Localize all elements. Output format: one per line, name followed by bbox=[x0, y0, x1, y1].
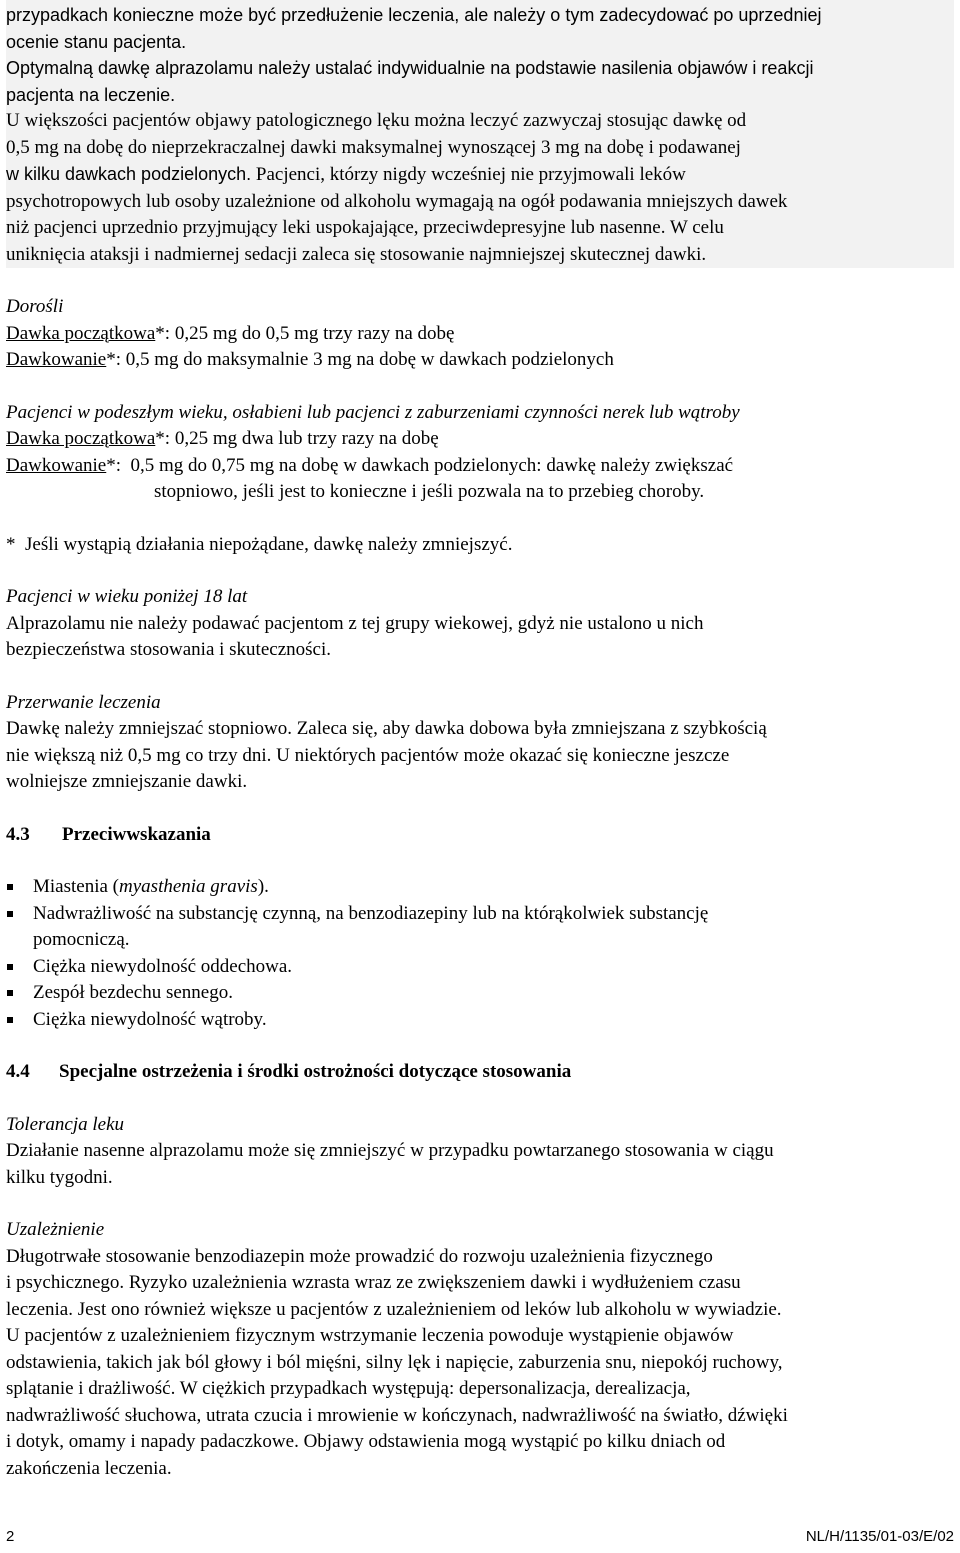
start-dose-text: *: 0,25 mg do 0,5 mg trzy razy na dobę bbox=[155, 322, 455, 344]
shaded-block-1 bbox=[6, 0, 954, 108]
list-item-text bbox=[33, 901, 708, 954]
elderly-dosage-cont: stopniowo, jeśli jest to konieczne i jeśli pozwala na to przebieg choroby. bbox=[154, 481, 705, 502]
spacer bbox=[6, 796, 954, 822]
section-4-4-heading bbox=[6, 1059, 954, 1086]
list-item-text: Zespół bezdechu sennego. bbox=[33, 982, 233, 1003]
dosage-text: *: 0,5 mg do 0,75 mg na dobę w dawkach podzielonych: dawkę należy zwiększać bbox=[106, 454, 734, 476]
adults-start-dose bbox=[6, 321, 954, 348]
shaded-block-2 bbox=[6, 108, 954, 268]
list-item bbox=[6, 954, 954, 981]
document-code: NL/H/1135/01-03/E/02 bbox=[805, 1528, 954, 1545]
text-line: zakończenia leczenia. bbox=[6, 1457, 172, 1479]
spacer bbox=[6, 1086, 954, 1112]
text-line bbox=[6, 215, 954, 242]
contraindications-list bbox=[6, 874, 954, 1033]
text-line: odstawienia, takich jak ból głowy i ból mięśni, silny lęk i napięcie, zaburzenia snu, niepokój ruchowy, bbox=[6, 1351, 783, 1373]
section-4-3-heading bbox=[6, 822, 954, 849]
text-span: ). bbox=[257, 876, 269, 897]
adults-dosage bbox=[6, 347, 954, 374]
text-line: Dawkę należy zmniejszać stopniowo. Zaleca się, aby dawka dobowa była zmniejszana z szybkością bbox=[6, 718, 767, 739]
elderly-start-dose bbox=[6, 426, 954, 453]
text-line: kilku tygodni. bbox=[6, 1166, 113, 1188]
spacer bbox=[6, 558, 954, 584]
text-line: bezpieczeństwa stosowania i skuteczności. bbox=[6, 639, 331, 660]
text-line: Optymalną dawkę alprazolamu należy ustalać indywidualnie na podstawie nasilenia objawów i reakcji bbox=[6, 58, 814, 78]
square-bullet-icon bbox=[6, 901, 33, 954]
section-title: Specjalne ostrzeżenia i środki ostrożności dotyczące stosowania bbox=[59, 1061, 572, 1082]
spacer bbox=[6, 1033, 954, 1059]
document-page bbox=[6, 0, 954, 1482]
text-span: w kilku dawkach podzielonych. bbox=[6, 164, 252, 184]
square-bullet-icon bbox=[6, 874, 33, 901]
text-line: przypadkach konieczne może być przedłużenie leczenia, ale należy o tym zadecydować po uprzedniej bbox=[6, 5, 822, 25]
dosage-label: Dawkowanie bbox=[6, 349, 107, 370]
start-dose-label: Dawka początkowa bbox=[6, 322, 156, 344]
list-item-text: Ciężka niewydolność oddechowa. bbox=[33, 955, 293, 977]
square-bullet-icon bbox=[6, 980, 33, 1007]
text-span: Nadwrażliwość na substancję czynną, na benzodiazepiny lub na którąkolwiek substancję bbox=[33, 902, 709, 924]
text-line: ocenie stanu pacjenta. bbox=[6, 31, 187, 52]
page-footer bbox=[6, 1528, 954, 1545]
page-number: 2 bbox=[6, 1528, 15, 1545]
section-number: 4.4 bbox=[6, 1061, 30, 1082]
spacer bbox=[6, 1191, 954, 1217]
list-item-text: Ciężka niewydolność wątroby. bbox=[33, 1008, 267, 1030]
text-span: pomocniczą. bbox=[33, 929, 130, 950]
text-line: Działanie nasenne alprazolamu może się zmniejszyć w przypadku powtarzanego stosowania w ciągu bbox=[6, 1140, 774, 1161]
section-heading-stop: Przerwanie leczenia bbox=[6, 691, 161, 713]
text-line: leczenia. Jest ono również większe u pacjentów z uzależnieniem od leków lub alkoholu w wywiadzie. bbox=[6, 1298, 782, 1320]
subheading-tolerance: Tolerancja leku bbox=[6, 1113, 125, 1135]
text-line: wolniejsze zmniejszanie dawki. bbox=[6, 771, 248, 792]
text-line: splątanie i drażliwość. W ciężkich przypadkach występują: depersonalizacja, derealizacja, bbox=[6, 1378, 691, 1399]
text-span: W celu bbox=[665, 217, 724, 238]
section-title: Przeciwwskazania bbox=[62, 823, 211, 845]
list-item bbox=[6, 901, 954, 954]
spacer bbox=[6, 374, 954, 400]
text-line: U większości pacjentów objawy patologicznego lęku można leczyć zazwyczaj stosując dawkę od bbox=[6, 110, 747, 131]
spacer bbox=[6, 506, 954, 532]
list-item bbox=[6, 1007, 954, 1034]
dosage-label: Dawkowanie bbox=[6, 454, 107, 476]
section-heading-elderly: Pacjenci w podeszłym wieku, osłabieni lub pacjenci z zaburzeniami czynności nerek lub wątroby bbox=[6, 401, 740, 423]
section-number: 4.3 bbox=[6, 823, 30, 845]
text-span: Pacjenci, którzy nigdy wcześniej nie przyjmowali leków bbox=[251, 164, 686, 185]
square-bullet-icon bbox=[6, 954, 33, 981]
list-item bbox=[6, 980, 954, 1007]
text-line: pacjenta na leczenie. bbox=[6, 84, 176, 105]
dosage-text: *: 0,5 mg do maksymalnie 3 mg na dobę w dawkach podzielonych bbox=[106, 349, 614, 370]
text-line: i psychicznego. Ryzyko uzależnienia wzrasta wraz ze zwiększeniem dawki i wydłużeniem czasu bbox=[6, 1272, 741, 1293]
start-dose-label: Dawka początkowa bbox=[6, 428, 156, 449]
square-bullet-icon bbox=[6, 1007, 33, 1034]
spacer bbox=[6, 268, 954, 294]
list-item-text bbox=[33, 874, 269, 901]
spacer bbox=[6, 848, 954, 874]
text-line: U pacjentów z uzależnieniem fizycznym wstrzymanie leczenia powoduje wystąpienie objawów bbox=[6, 1325, 734, 1346]
start-dose-text: *: 0,25 mg dwa lub trzy razy na dobę bbox=[155, 428, 439, 449]
footnote: * Jeśli wystąpią działania niepożądane, dawkę należy zmniejszyć. bbox=[6, 533, 513, 555]
text-line: nadwrażliwość słuchowa, utrata czucia i mrowienie w kończynach, nadwrażliwość na światło, dźwięki bbox=[6, 1404, 788, 1426]
text-line: 0,5 mg na dobę do nieprzekraczalnej dawki maksymalnej wynoszącej 3 mg na dobę i podawanej bbox=[6, 136, 741, 158]
text-line: nie większą niż 0,5 mg co trzy dni. U niektórych pacjentów może okazać się konieczne jeszcze bbox=[6, 744, 730, 766]
subheading-dependence: Uzależnienie bbox=[6, 1219, 105, 1240]
list-item bbox=[6, 874, 954, 901]
text-span: Miastenia ( bbox=[33, 876, 120, 897]
text-line: uniknięcia ataksji i nadmiernej sedacji zaleca się stosowanie najmniejszej skutecznej dawki. bbox=[6, 243, 707, 265]
spacer bbox=[6, 664, 954, 690]
text-line: Alprazolamu nie należy podawać pacjentom z tej grupy wiekowej, gdyż nie ustalono u nich bbox=[6, 612, 704, 634]
text-line: i dotyk, omamy i napady padaczkowe. Objawy odstawienia mogą wystąpić po kilku dniach od bbox=[6, 1431, 726, 1452]
section-heading-adults: Dorośli bbox=[6, 296, 64, 317]
text-span: niż pacjenci uprzednio przyjmujący leki uspokajające, przeciwdepresyjne lub nasenne. bbox=[6, 217, 666, 238]
text-line bbox=[6, 161, 954, 189]
text-line: Długotrwałe stosowanie benzodiazepin może prowadzić do rozwoju uzależnienia fizycznego bbox=[6, 1245, 713, 1267]
text-span: myasthenia gravis bbox=[119, 876, 258, 897]
elderly-dosage bbox=[6, 453, 954, 480]
text-line: psychotropowych lub osoby uzależnione od alkoholu wymagają na ogół podawania mniejszych dawek bbox=[6, 190, 788, 212]
section-heading-children: Pacjenci w wieku poniżej 18 lat bbox=[6, 586, 248, 607]
